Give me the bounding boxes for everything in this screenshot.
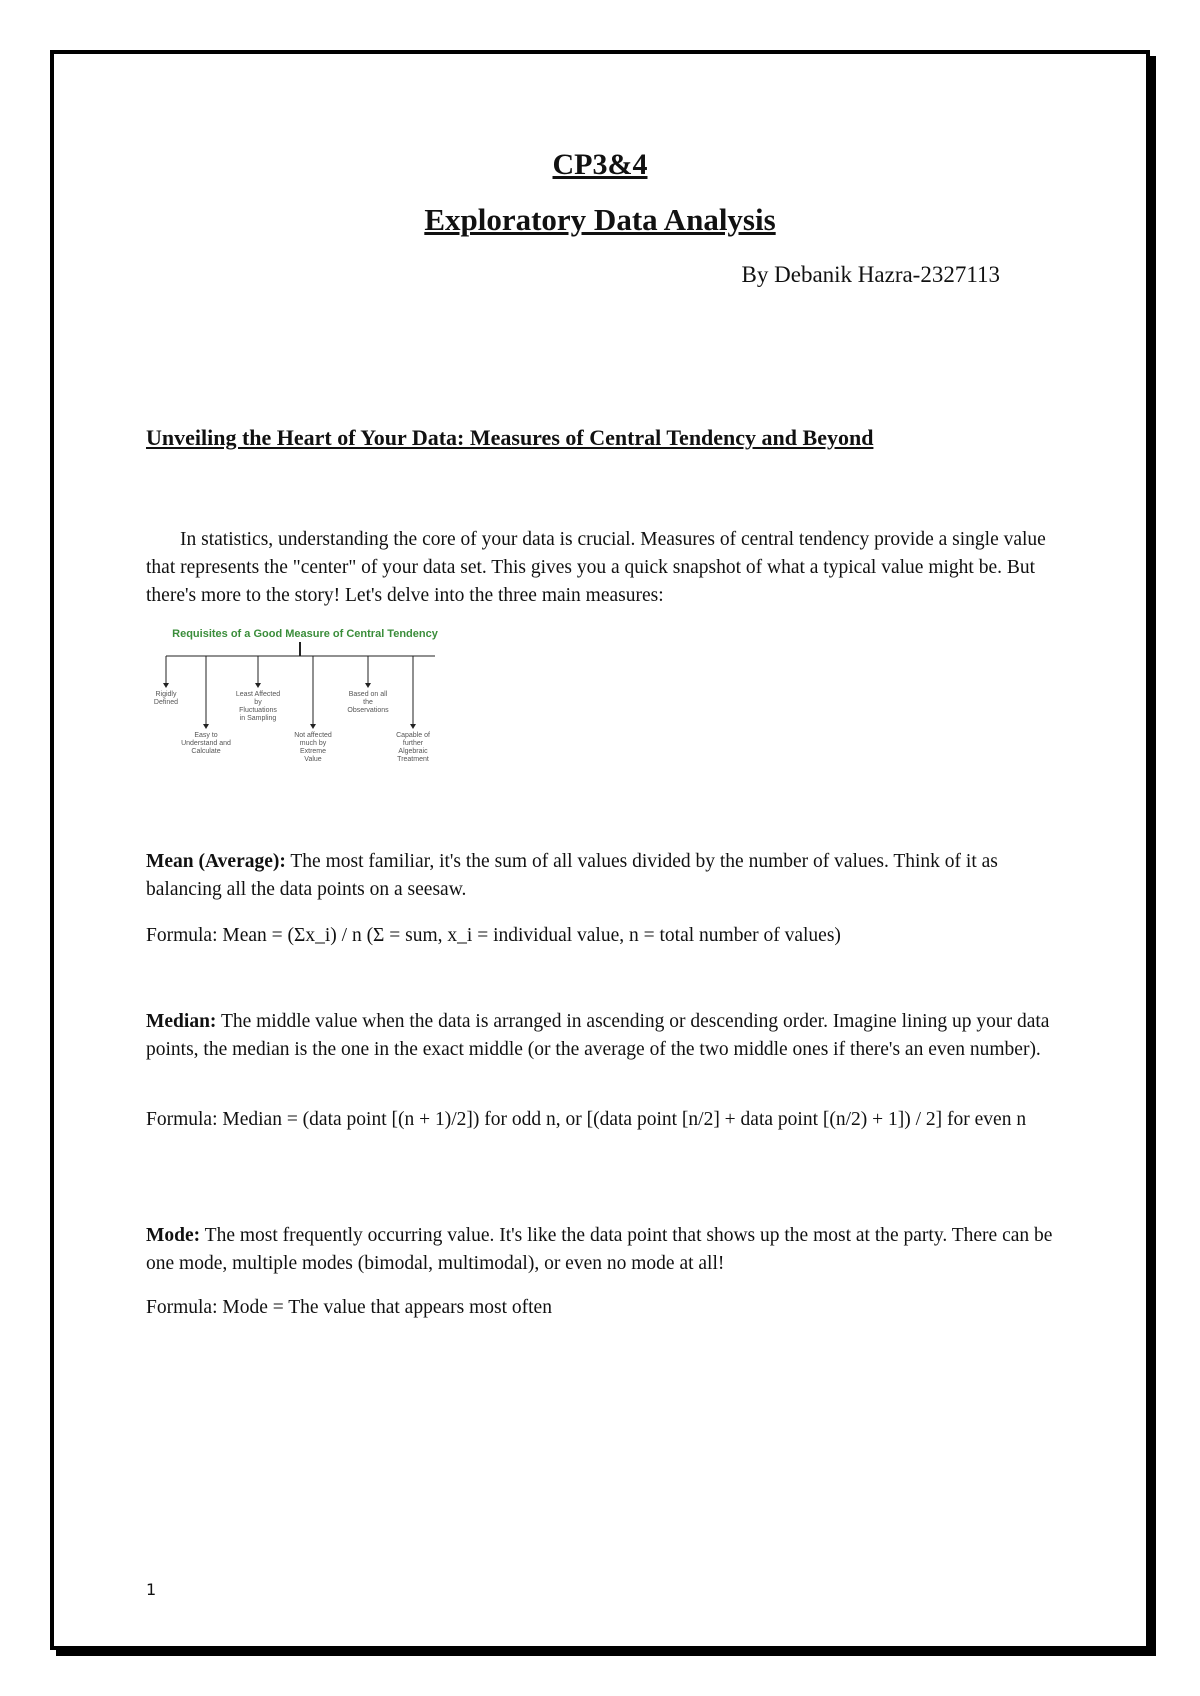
diagram-item-label: Not affected much by Extreme Value <box>294 732 332 763</box>
diagram-arrowhead <box>163 683 169 688</box>
author-line: By Debanik Hazra-2327113 <box>741 262 1000 287</box>
mean-formula: Formula: Mean = (Σx_i) / n (Σ = sum, x_i = individual value, n = total number of values) <box>146 925 841 946</box>
median-paragraph <box>146 1008 1066 1064</box>
mode-text: The most frequently occurring value. It's like the data point that shows up the most at the party. There can be one mode, multiple modes (bimodal, multimodal), or even no mode at all! <box>146 1225 1053 1274</box>
document-code: CP3&4 <box>552 148 648 181</box>
diagram-item-label: Least Affected by Fluctuations in Sampling <box>235 691 281 722</box>
diagram-arrowhead <box>255 683 261 688</box>
diagram-arrowhead <box>410 724 416 729</box>
diagram-title: Requisites of a Good Measure of Central Tendency <box>172 628 438 640</box>
page-number: 1 <box>146 1580 157 1599</box>
diagram-arrowhead <box>310 724 316 729</box>
mean-paragraph <box>146 848 1066 904</box>
diagram-arrowhead <box>203 724 209 729</box>
diagram-item-label: Rigidly Defined <box>153 691 179 706</box>
median-label: Median: <box>146 1011 217 1032</box>
central-tendency-diagram <box>150 626 460 766</box>
median-formula: Formula: Median = (data point [(n + 1)/2]) for odd n, or [(data point [n/2] + data point [(n/2) + 1]) / 2] for even n <box>146 1109 1027 1130</box>
mode-paragraph <box>146 1222 1066 1278</box>
mean-label: Mean (Average): <box>146 851 286 872</box>
intro-paragraph: In statistics, understanding the core of your data is crucial. Measures of central tendency provide a single value that represents the "center" of your data set. This gives you a quick snapshot of what a typical value might be. But there's more to the story! Let's delve into the three main measures: <box>146 529 1046 606</box>
document-title: Exploratory Data Analysis <box>424 202 776 237</box>
diagram-item-label: Easy to Understand and Calculate <box>181 732 231 755</box>
median-text: The middle value when the data is arranged in ascending or descending order. Imagine lining up your data points, the median is the one in the exact middle (or the average of the two middle ones if there's an even number). <box>146 1011 1050 1060</box>
section-heading: Unveiling the Heart of Your Data: Measures of Central Tendency and Beyond <box>146 425 874 450</box>
mean-text: The most familiar, it's the sum of all values divided by the number of values. Think of it as balancing all the data points on a seesaw. <box>146 851 998 900</box>
mode-formula: Formula: Mode = The value that appears most often <box>146 1297 552 1318</box>
diagram-item-label: Capable of further Algebraic Treatment <box>396 732 430 763</box>
mode-label: Mode: <box>146 1225 201 1246</box>
diagram-item-label: Based on all the Observations <box>347 691 389 714</box>
diagram-arrowhead <box>365 683 371 688</box>
